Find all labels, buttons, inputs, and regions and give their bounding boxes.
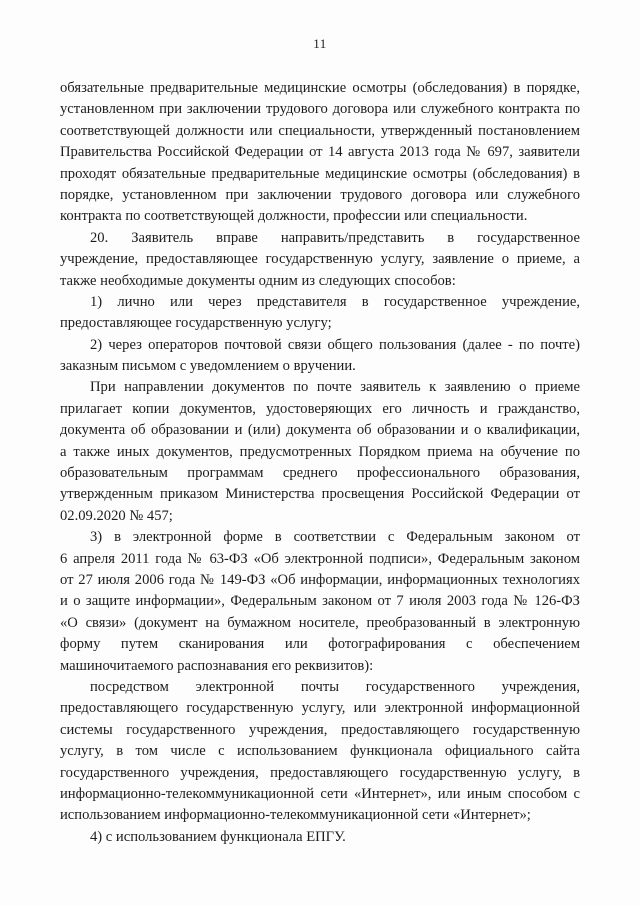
text-line: учреждение, предоставляющее государственную услугу, заявление о приеме, а — [60, 251, 580, 268]
text-line: образовательным программам среднего профессионального образования, — [60, 465, 580, 482]
text-line: предоставляющее государственную услугу; — [60, 315, 332, 332]
text-line: 6 апреля 2011 года № 63-ФЗ «Об электронной подписи», Федеральным законом — [60, 550, 580, 567]
text-line: посредством электронной почты государственного учреждения, — [90, 678, 580, 695]
text-line: При направлении документов по почте заявитель к заявлению о приеме — [90, 379, 580, 396]
text-line: 02.09.2020 № 457; — [60, 507, 173, 524]
text-line: предоставляющего государственную услугу, или электронной информационной — [60, 700, 580, 717]
text-line: от 27 июля 2006 года № 149-ФЗ «Об информации, информационных технологиях — [60, 571, 580, 588]
text-line: заказным письмом с уведомлением о вручении. — [60, 358, 356, 375]
text-line: порядке, установленном при заключении трудового договора или служебного — [60, 186, 580, 203]
text-line: 4) с использованием функционала ЕПГУ. — [90, 828, 346, 845]
text-line: проходят обязательные предварительные медицинские осмотры (обследования) в — [60, 165, 580, 182]
text-line: использованием информационно-телекоммуникационной сети «Интернет»; — [60, 807, 531, 824]
document-body — [60, 78, 580, 848]
text-line: «О связи» (документ на бумажном носителе, преобразованный в электронную — [60, 614, 580, 631]
text-line: обязательные предварительные медицинские осмотры (обследования) в порядке, — [60, 80, 580, 96]
text-line: документа об образовании и (или) документа об образовании и о квалификации, — [60, 422, 580, 439]
text-line: Правительства Российской Федерации от 14 августа 2013 года № 697, заявители — [60, 144, 580, 161]
text-line: прилагает копии документов, удостоверяющих его личность и гражданство, — [60, 400, 580, 417]
text-line: форму путем сканирования или фотографирования с обеспечением — [60, 636, 580, 653]
text-line: 20. Заявитель вправе направить/представить в государственное — [90, 229, 580, 246]
text-line: информационно-телекоммуникационной сети «Интернет», или иным способом с — [60, 785, 580, 802]
text-line: установленном при заключении трудового договора или служебного контракта по — [60, 101, 580, 118]
text-line: соответствующей должности или специальности, утвержденный постановлением — [60, 122, 580, 139]
text-line: государственного учреждения, предоставляющего государственную услугу, в — [60, 764, 580, 781]
page-number: 11 — [313, 36, 327, 51]
text-line: утвержденным приказом Министерства просвещения Российской Федерации от — [60, 486, 580, 503]
text-line: 2) через операторов почтовой связи общего пользования (далее - по почте) — [90, 336, 580, 353]
text-line: и о защите информации», Федеральным законом от 7 июля 2003 года № 126-ФЗ — [60, 593, 580, 610]
text-line: также необходимые документы одним из следующих способов: — [60, 272, 456, 289]
text-line: 1) лично или через представителя в государственное учреждение, — [90, 293, 580, 310]
text-line: а также иных документов, предусмотренных Порядком приема на обучение по — [60, 443, 580, 460]
text-line: системы государственного учреждения, предоставляющего государственную — [60, 721, 580, 738]
text-line: контракта по соответствующей должности, профессии или специальности. — [60, 208, 528, 225]
text-line: машиночитаемого распознавания его реквизитов): — [60, 657, 374, 674]
text-line: 3) в электронной форме в соответствии с Федеральным законом от — [90, 529, 580, 546]
text-line: услугу, в том числе с использованием функционала официального сайта — [60, 743, 580, 760]
